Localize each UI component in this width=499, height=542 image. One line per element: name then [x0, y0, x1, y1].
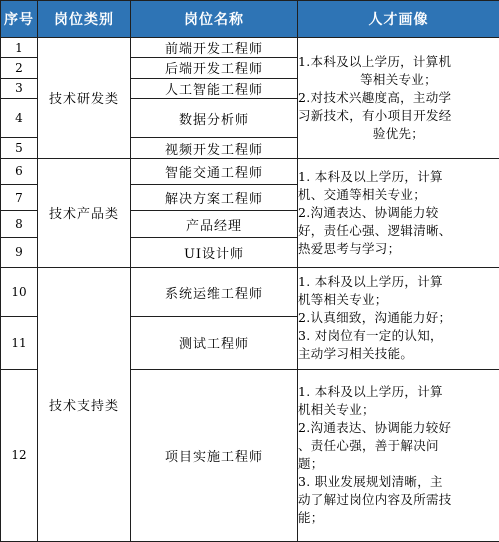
position-cell: 数据分析师 — [131, 98, 298, 138]
row-seq: 3 — [1, 78, 38, 98]
portrait-line: 习新技术，有小项目开发经 — [298, 107, 452, 123]
category-cell: 技术研发类 — [38, 38, 131, 159]
row-seq: 5 — [1, 138, 38, 158]
position-cell: 后端开发工程师 — [131, 58, 298, 78]
position-cell: 产品经理 — [131, 211, 298, 237]
portrait-line: 2.对技术兴趣度高，主动学 — [298, 89, 452, 105]
portrait-line: 热爱思考与学习； — [298, 240, 401, 256]
header-seq: 序号 — [1, 1, 38, 38]
row-seq: 11 — [1, 316, 38, 369]
portrait-line: 2.沟通表达、协调能力较 — [298, 204, 439, 220]
portrait-line: 、责任心强，善于解决问 — [298, 438, 439, 454]
row-seq: 7 — [1, 185, 38, 211]
table-row — [1, 38, 499, 58]
portrait-line: 机等相关专业； — [298, 292, 388, 308]
row-seq: 9 — [1, 237, 38, 267]
header-position: 岗位名称 — [131, 1, 298, 38]
table-row — [1, 158, 499, 184]
header-row — [1, 1, 499, 38]
portrait-line: 题； — [298, 456, 324, 472]
header-portrait: 人才画像 — [298, 1, 499, 38]
portrait-line: 机、交通等相关专业； — [298, 186, 427, 202]
portrait-line: 3. 对岗位有一定的认知， — [298, 328, 443, 344]
portrait-cell — [298, 268, 499, 369]
portrait-line: 机相关专业； — [298, 402, 375, 418]
portrait-line: 1. 本科及以上学历，计算 — [298, 274, 443, 290]
row-seq: 1 — [1, 38, 38, 58]
row-seq: 2 — [1, 58, 38, 78]
portrait-line: 能； — [298, 510, 324, 526]
portrait-cell — [298, 38, 499, 159]
portrait-line: 主动学习相关技能。 — [298, 346, 414, 362]
position-cell: 项目实施工程师 — [131, 369, 298, 541]
portrait-line: 好，责任心强、逻辑清晰、 — [298, 222, 452, 238]
position-cell: 视频开发工程师 — [131, 138, 298, 158]
portrait-line: 1.本科及以上学历，计算机 — [298, 53, 452, 69]
position-cell: 解决方案工程师 — [131, 185, 298, 211]
row-seq: 8 — [1, 211, 38, 237]
portrait-line: 1. 本科及以上学历，计算 — [298, 384, 443, 400]
position-cell: 测试工程师 — [131, 316, 298, 369]
position-cell: 系统运维工程师 — [131, 268, 298, 317]
portrait-line: 验优先； — [372, 125, 425, 141]
portrait-line: 等相关专业； — [360, 71, 437, 87]
portrait-line: 2.沟通表达、协调能力较好 — [298, 420, 452, 436]
category-cell: 技术支持类 — [38, 268, 131, 542]
portrait-cell — [298, 369, 499, 541]
row-seq: 4 — [1, 98, 38, 138]
portrait-line: 3. 职业发展规划清晰，主 — [298, 474, 443, 490]
portrait-cell — [298, 158, 499, 268]
row-seq: 6 — [1, 158, 38, 184]
table-row — [1, 268, 499, 317]
portrait-line: 2.认真细致，沟通能力好； — [298, 310, 452, 326]
category-cell: 技术产品类 — [38, 158, 131, 268]
position-cell: 前端开发工程师 — [131, 38, 298, 58]
row-seq: 10 — [1, 268, 38, 317]
position-cell: 人工智能工程师 — [131, 78, 298, 98]
portrait-line: 1. 本科及以上学历，计算 — [298, 168, 443, 184]
row-seq: 12 — [1, 369, 38, 541]
portrait-line: 动了解过岗位内容及所需技 — [298, 492, 452, 508]
position-cell: UI设计师 — [131, 237, 298, 267]
position-cell: 智能交通工程师 — [131, 158, 298, 184]
header-category: 岗位类别 — [38, 1, 131, 38]
